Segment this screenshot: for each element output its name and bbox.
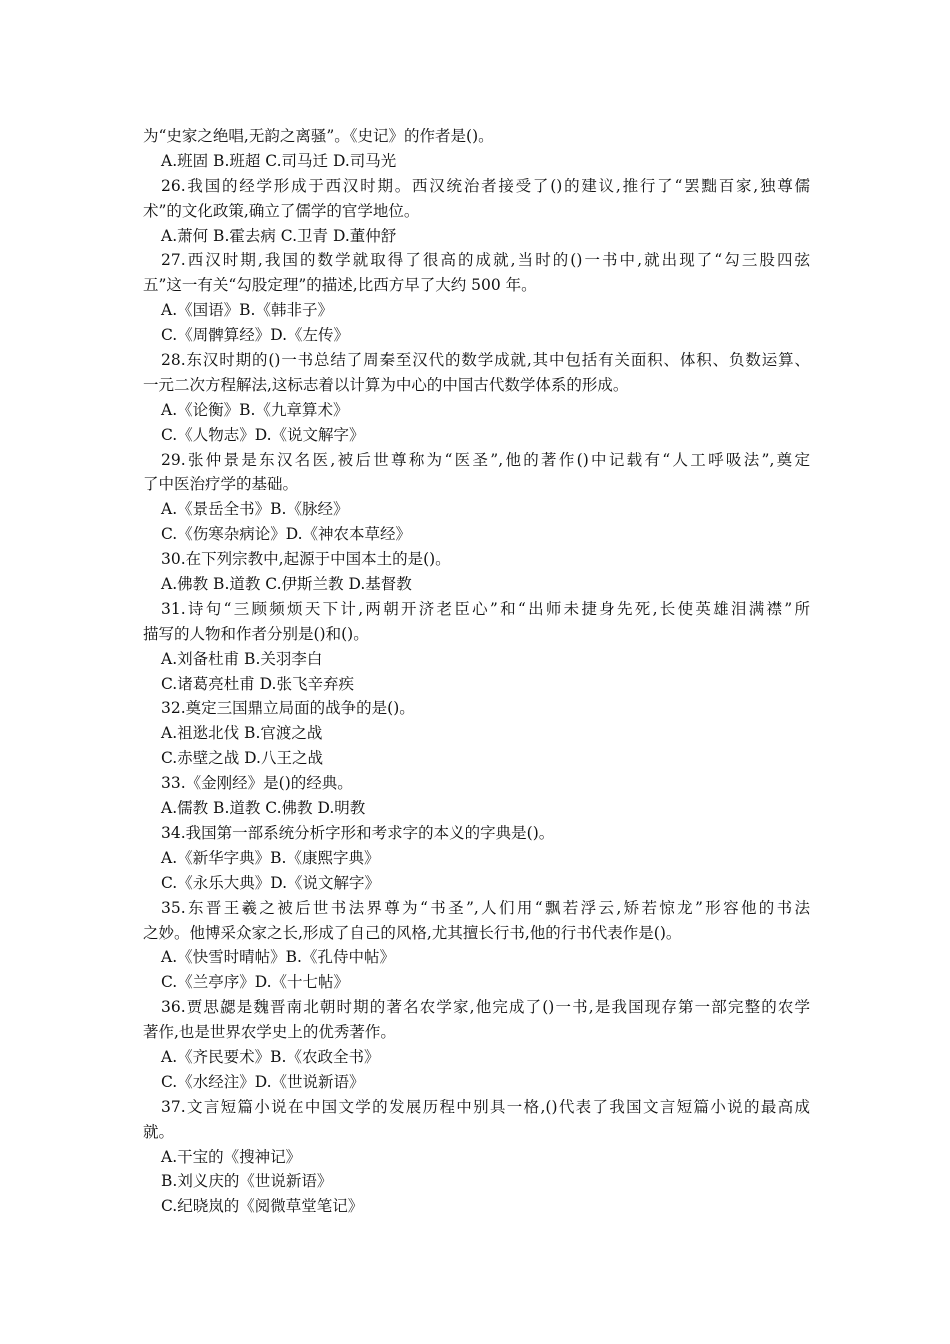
text-line: 一元二次方程解法,这标志着以计算为中心的中国古代数学体系的形成。 (143, 375, 629, 394)
text-line: 为“史家之绝唱,无韵之离骚”。《史记》的作者是()。 (143, 127, 494, 145)
text-line: A.祖逖北伐 B.官渡之战 (161, 724, 323, 743)
text-line: 32.奠定三国鼎立局面的战争的是()。 (161, 699, 415, 718)
text-line: 33.《金刚经》是()的经典。 (161, 774, 353, 793)
text-line: C.《兰亭序》D.《十七帖》 (161, 973, 350, 992)
text-line: 28.东汉时期的()一书总结了周秦至汉代的数学成就,其中包括有关面积、体积、负数运算、 (161, 351, 810, 370)
text-line: 31.诗句“三顾频烦天下计,两朝开济老臣心”和“出师未捷身先死,长使英雄泪满襟”所 (161, 599, 810, 618)
text-line: C.纪晓岚的《阅微草堂笔记》 (161, 1197, 364, 1216)
text-line: C.《人物志》D.《说文解字》 (161, 425, 365, 444)
text-line: 了中医治疗学的基础。 (143, 475, 299, 494)
text-line: A.干宝的《搜神记》 (161, 1147, 302, 1166)
text-line: A.《新华字典》B.《康熙字典》 (161, 848, 380, 867)
text-line: C.赤壁之战 D.八王之战 (161, 749, 323, 768)
text-line: 37.文言短篇小说在中国文学的发展历程中别具一格,()代表了我国文言短篇小说的最高成 (161, 1097, 810, 1116)
text-line: 26.我国的经学形成于西汉时期。西汉统治者接受了()的建议,推行了“罢黜百家,独尊儒 (161, 176, 810, 195)
text-line: A.《快雪时晴帖》B.《孔侍中帖》 (161, 948, 395, 967)
text-line: A.萧何 B.霍去病 C.卫青 D.董仲舒 (161, 226, 397, 245)
text-line: 五”这一有关“勾股定理”的描述,比西方早了大约 500 年。 (143, 276, 537, 295)
text-line: C.《永乐大典》D.《说文解字》 (161, 873, 381, 892)
text-line: A.《论衡》B.《九章算术》 (161, 400, 349, 419)
text-line: 27.西汉时期,我国的数学就取得了很高的成就,当时的()一书中,就出现了“勾三股四弦 (161, 251, 810, 270)
text-line: 34.我国第一部系统分析字形和考求字的本义的字典是()。 (161, 823, 555, 842)
text-line: C.《伤寒杂病论》D.《神农本草经》 (161, 525, 412, 544)
text-line: 描写的人物和作者分别是()和()。 (143, 624, 369, 643)
text-line: 29.张仲景是东汉名医,被后世尊称为“医圣”,他的著作()中记载有“人工呼吸法”,奠定 (161, 450, 810, 469)
text-line: 35.东晋王羲之被后世书法界尊为“书圣”,人们用“飘若浮云,矫若惊龙”形容他的书法 (161, 898, 810, 917)
text-line: A.《齐民要术》B.《农政全书》 (161, 1047, 380, 1066)
text-line: A.儒教 B.道教 C.佛教 D.明教 (161, 799, 366, 818)
text-line: B.刘义庆的《世说新语》 (161, 1172, 333, 1191)
text-line: C.《周髀算经》D.《左传》 (161, 326, 350, 345)
text-line: 之妙。他博采众家之长,形成了自己的风格,尤其擅长行书,他的行书代表作是()。 (143, 923, 682, 942)
text-line: A.刘备杜甫 B.关羽李白 (161, 649, 323, 668)
text-line: 就。 (143, 1122, 175, 1141)
text-line: C.诸葛亮杜甫 D.张飞辛弃疾 (161, 674, 354, 693)
text-line: 术”的文化政策,确立了儒学的官学地位。 (143, 201, 420, 220)
text-line: 36.贾思勰是魏晋南北朝时期的著名农学家,他完成了()一书,是我国现存第一部完整的农学 (161, 998, 810, 1017)
text-line: 著作,也是世界农学史上的优秀著作。 (143, 1023, 396, 1042)
text-line: 30.在下列宗教中,起源于中国本土的是()。 (161, 550, 451, 569)
text-line: A.《国语》B.《韩非子》 (161, 301, 333, 320)
document-page (143, 124, 810, 1219)
text-line: A.《景岳全书》B.《脉经》 (161, 500, 349, 519)
text-line: A.班固 B.班超 C.司马迁 D.司马光 (161, 151, 397, 170)
text-line: C.《水经注》D.《世说新语》 (161, 1072, 365, 1091)
text-line: A.佛教 B.道教 C.伊斯兰教 D.基督教 (161, 575, 412, 594)
